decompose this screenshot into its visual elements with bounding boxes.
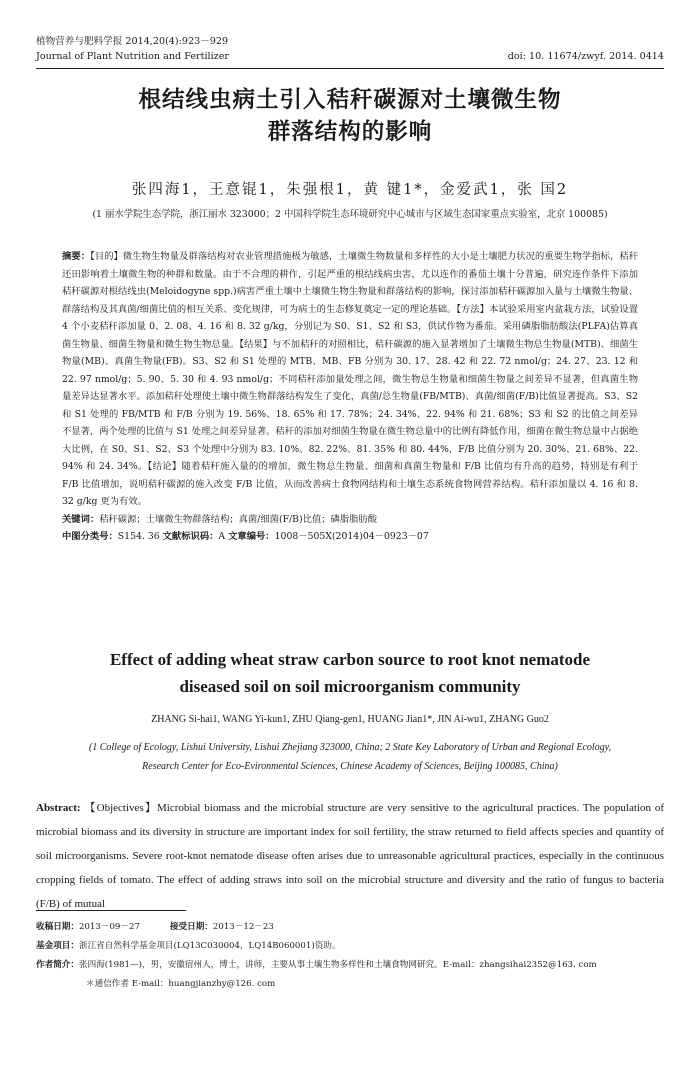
footnotes <box>36 918 664 994</box>
author-bio-value: 张四海(1981—)，男，安徽宿州人，博士，讲师，主要从事土壤生物多样性和土壤食物网研究。E-mail：zhangsihai2352@163. com <box>78 960 597 970</box>
keywords-zh <box>62 511 638 529</box>
fund-value: 浙江省自然科学基金项目(LQ13C030004，LQ14B060001)资助。 <box>78 941 341 951</box>
author-bio-line <box>36 956 664 975</box>
affiliation-zh: (1 丽水学院生态学院，浙江丽水 323000；2 中国科学院生态环境研究中心城市与区域生态国家重点实验室，北京 100085) <box>92 209 608 220</box>
fund-line <box>36 937 664 956</box>
doi: doi: 10. 11674/zwyf. 2014. 0414 <box>507 51 664 62</box>
authors-en: ZHANG Si-hai1, WANG Yi-kun1, ZHU Qiang-gen1, HUANG Jian1*, JIN Ai-wu1, ZHANG Guo2 <box>151 714 549 725</box>
title-en <box>36 646 664 700</box>
keywords-zh-label: 关键词： <box>62 513 100 525</box>
clc-value: S154. 36 <box>117 531 160 542</box>
header-divider <box>36 68 664 69</box>
doc-code-label: 文献标识码： <box>162 531 219 542</box>
affiliation-en-line1: (1 College of Ecology, Lishui University, Lishui Zhejiang 323000, China; 2 State Key Laboratory of Urban and Regional Ecology, <box>88 742 612 753</box>
abstract-en <box>36 796 664 916</box>
footnote-divider <box>36 910 186 911</box>
author-bio-label: 作者简介： <box>36 960 79 970</box>
affiliation-en-line2: Research Center for Eco-Evironmental Sciences, Chinese Academy of Sciences, Beijing 100085, China) <box>142 761 558 772</box>
received-label: 收稿日期： <box>36 922 79 932</box>
received-date: 2013－09－27 <box>78 922 140 932</box>
abstract-zh-body <box>62 248 638 511</box>
accepted-date: 2013－12－23 <box>212 922 274 932</box>
clc-label: 中图分类号： <box>62 531 118 542</box>
title-en-line2: diseased soil on soil microorganism community <box>179 677 521 696</box>
dates-line <box>36 918 664 937</box>
authors-zh: 张四海1，王意锟1，朱强根1，黄 键1*，金爱武1，张 国2 <box>131 182 569 198</box>
running-header <box>36 34 664 64</box>
doc-code-value: A <box>218 531 226 542</box>
article-no-label: 文章编号： <box>228 531 275 542</box>
title-zh <box>36 84 664 148</box>
title-zh-line2: 群落结构的影响 <box>267 119 433 145</box>
keywords-zh-text: 秸秆碳源；土壤微生物群落结构；真菌/细菌(F/B)比值；磷脂脂肪酸 <box>99 513 378 525</box>
abstract-en-text: 【Objectives】Microbial biomass and the microbial structure are very sensitive to the agricultural practices. The population of microbial biomass and its diversity in structure are important index for soil fertility, the straw returned to field affects species and quantity of soil microorganisms. Severe root-knot nematode disease often arises due to unreasonable agricultural practices, especially in the continuous cropping fields of tomato. The effect of adding straws into soil on the microbial structure and diversity and the ratio of fungus to bacteria (F/B) of mutual <box>36 802 665 910</box>
affiliation-en <box>40 738 660 776</box>
abstract-zh <box>62 248 638 546</box>
journal-name-en: Journal of Plant Nutrition and Fertilizer <box>36 51 229 62</box>
abstract-zh-label: 摘要： <box>62 251 91 262</box>
title-zh-line1: 根结线虫病土引入秸秆碳源对土壤微生物 <box>138 87 562 113</box>
accepted-label: 接受日期： <box>169 922 213 932</box>
abstract-zh-text: 【目的】微生物生物量及群落结构对农业管理措施极为敏感，土壤微生物数量和多样性的大小是土壤肥力状况的重要生物学指标，秸秆还田影响着土壤微生物的种群和数量。由于不合理的耕作，引起严重的根结线病虫害，尤以连作的番茄土壤十分普遍，研究连作条件下添加秸秆碳源对根结线虫(Meloidogyne spp.)病害严重土壤中土壤微生物生物量和群落结构的影响，探讨添加秸秆碳源加入量与土壤微生物量、群落结构及其真菌/细菌比值的相互关系、变化规律，可为病土的生态修复奠定一定的理论基础。【方法】本试验采用室内盆栽方法，试验设置 4 个小麦秸秆添加量 0、2. 08、4. 16 和 8. 32 g/kg，分别记为 S0、S1、S2 和 S3，供试作物为番茄。采用磷脂脂肪酸法(PLFA)估算真菌生物量、细菌生物量和微生物生物总量。【结果】与不加秸秆的对照相比，秸秆碳源的施入显著增加了土壤微生物总生物量(MTB)、细菌生物量(MB)、真菌生物量(FB)。S3、S2 和 S1 处理的 MTB、MB、FB 分别为 30. 17、28. 42 和 22. 72 nmol/g；24. 27、23. 12 和 22. 97 nmol/g；5. 90、5. 30 和 4. 93 nmol/g；不同秸秆添加量处理之间，微生物总生物量和细菌生物量之间差异不显著，但真菌生物量差异达显著水平。添加秸秆处理使土壤中微生物群落结构发生了变化，真菌/总生物量(FB/MTB)、真菌/细菌(F/B)比值显著提高。S3、S2 和 S1 处理的 FB/MTB 和 F/B 分别为 19. 56%、18. 65% 和 17. 78%；24. 34%、22. 94% 和 21. 68%；S3 和 S2 的比值之间差异不显著，两个处理的比值与 S1 处理之间差异显著。秸秆的添加对细菌生物量在微生物总量中的比例有降低作用，细菌在微生物总量中占据绝大比例，在 S0、S1、S2、S3 个处理中分别为 83. 10%、82. 22%、81. 35% 和 80. 44%，F/B 比值分别为 20. 30%、21. 68%、22. 94% 和 24. 34%。【结论】随着秸秆施入量的的增加，微生物总生物量、细菌和真菌生物量和 F/B 比值均有升高的趋势，特别是有利于 F/B 比值增加，说明秸秆碳源的施入改变 F/B 比值，从而改善病土食物网结构和土壤生态系统食物网营养结构。秸秆添加量以 4. 16 和 8. 32 g/kg 更为有效。 <box>62 251 639 507</box>
fund-label: 基金项目： <box>36 941 79 951</box>
article-no-value: 1008－505X(2014)04－0923－07 <box>274 531 429 542</box>
corresponding-author: ＊通信作者 E-mail：huangjianzhy@126. com <box>86 979 276 989</box>
title-en-line1: Effect of adding wheat straw carbon source to root knot nematode <box>109 650 591 669</box>
abstract-en-label: Abstract: <box>36 802 81 814</box>
journal-name-zh: 植物营养与肥料学报 2014,20(4):923－929 <box>36 36 229 47</box>
classification-line <box>62 528 638 546</box>
